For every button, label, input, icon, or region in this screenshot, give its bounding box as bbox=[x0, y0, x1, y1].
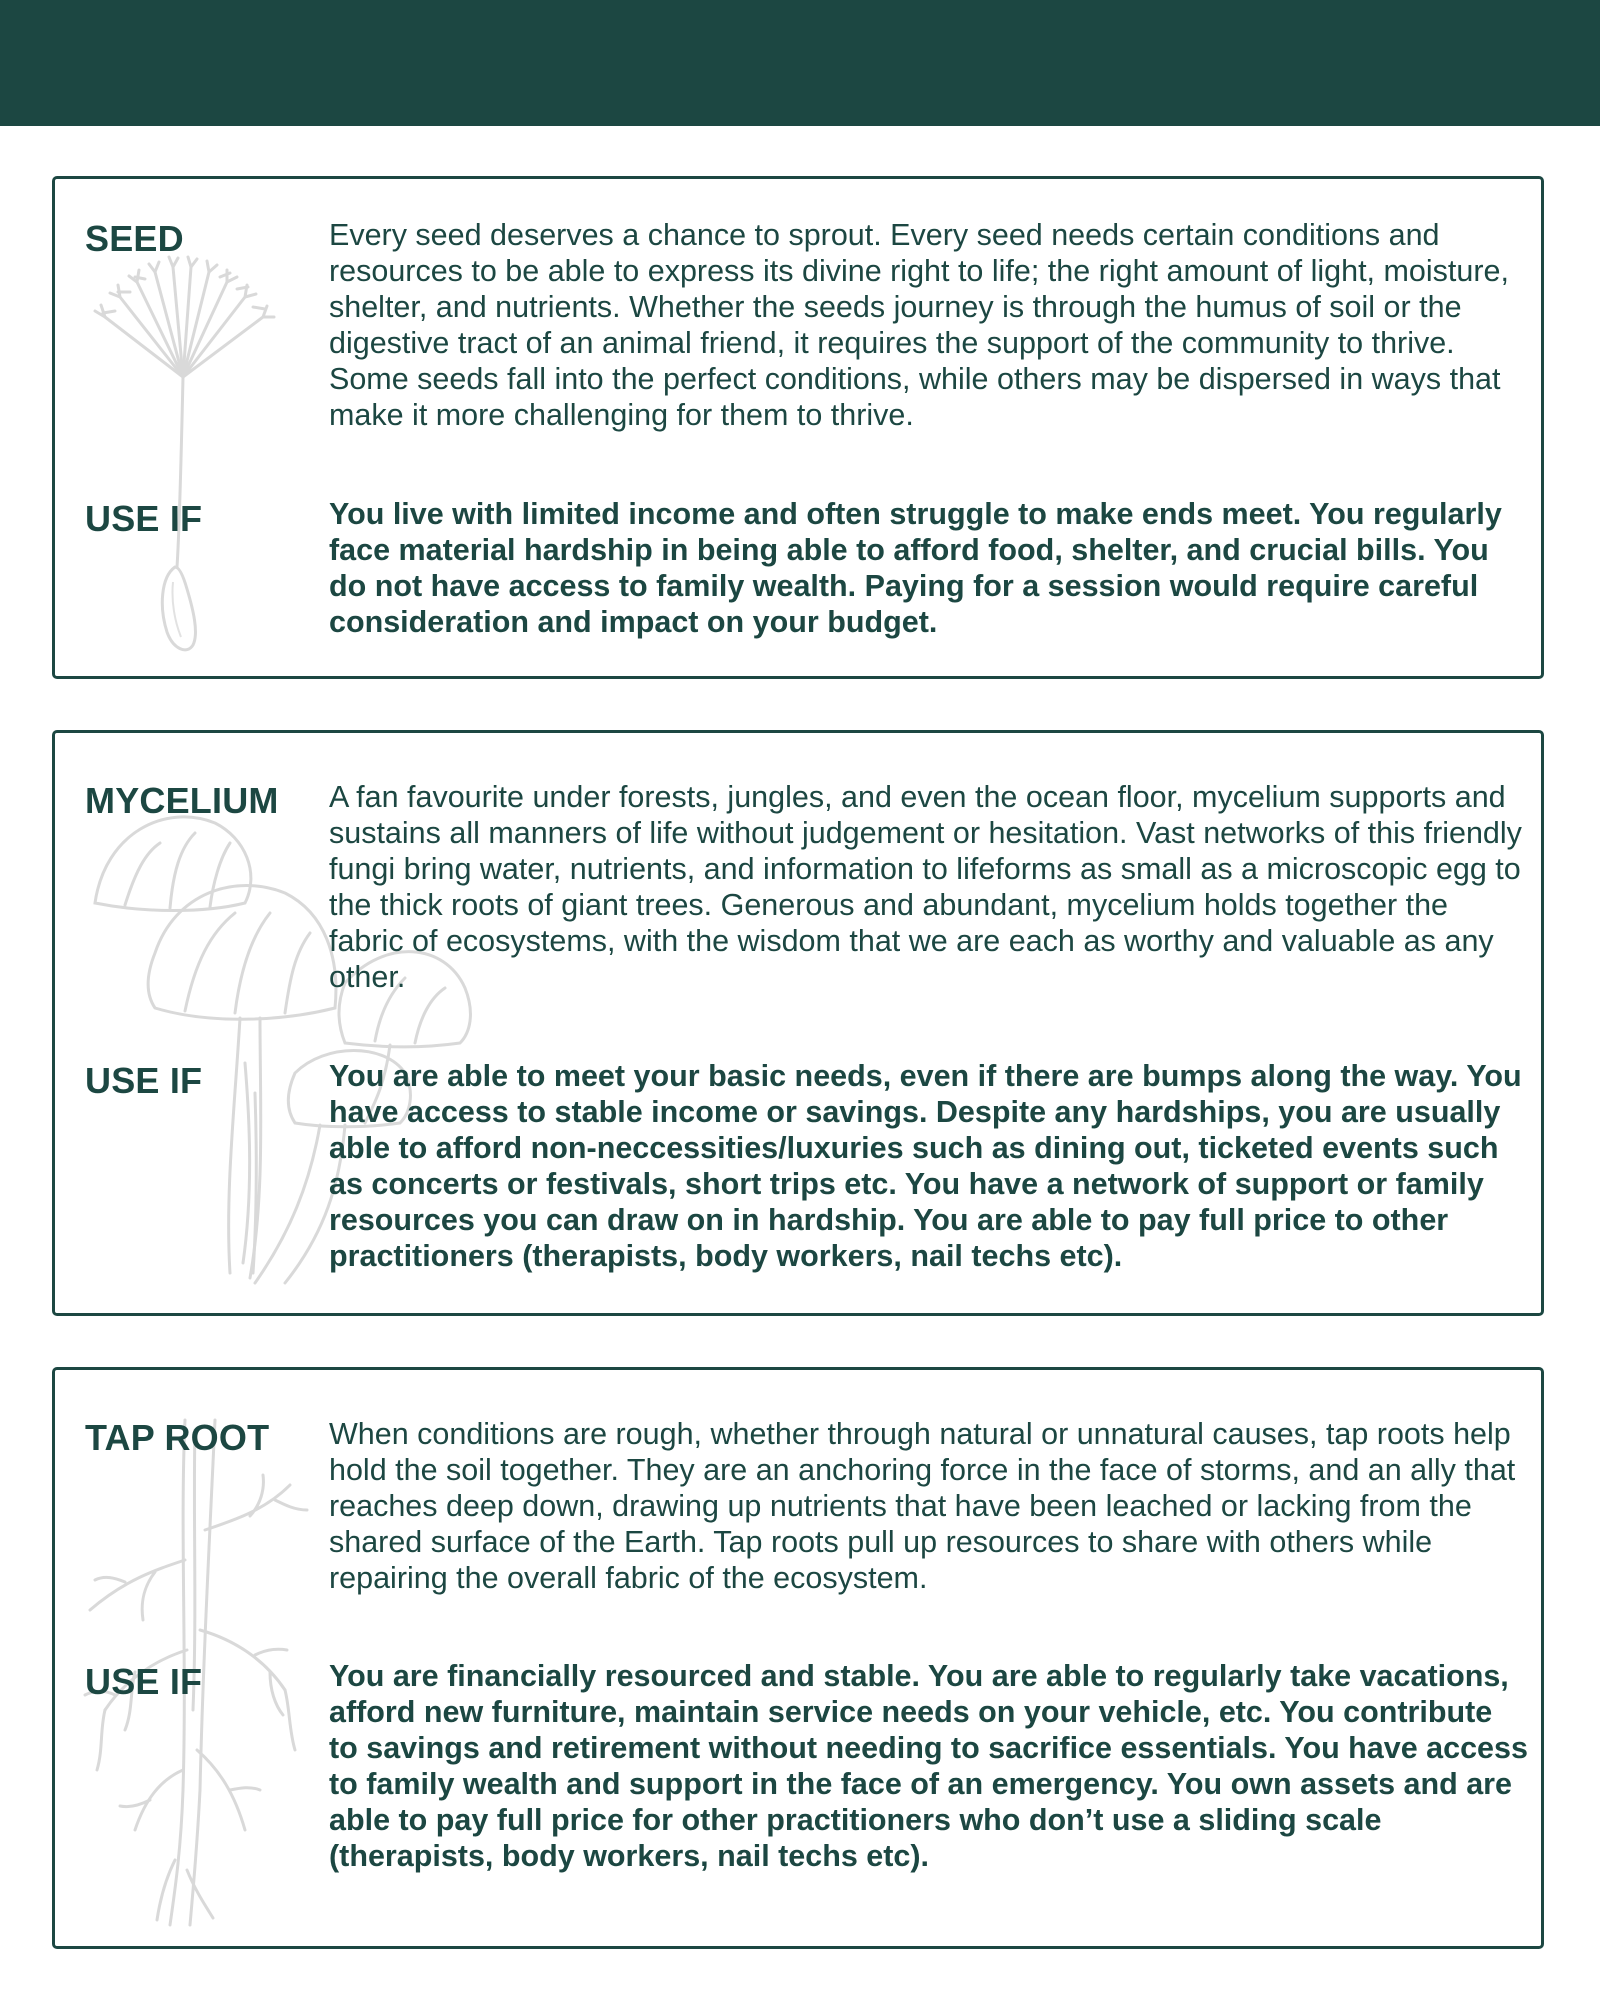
use-if-text: You live with limited income and often struggle to make ends meet. You regularly face material hardship in being able to afford food, shelter, and crucial bills. You do not have access to family wealth. Paying for a session would require careful consideration and impact on your budget. bbox=[329, 497, 1502, 639]
seed-plant-illustration bbox=[75, 237, 305, 657]
top-banner bbox=[0, 0, 1600, 126]
use-if-label: USE IF bbox=[85, 1661, 203, 1702]
use-if-text: You are able to meet your basic needs, even if there are bumps along the way. You have access to stable income or savings. Despite any hardships, you are usually able to afford non-neccessities/luxuries such as dining out, ticketed events such as concerts or festivals, short trips etc. You have a network of support or family resources you can draw on in hardship. You are able to pay full price to other practitioners (therapists, body workers, nail techs etc). bbox=[329, 1059, 1522, 1273]
tier-description: A fan favourite under forests, jungles, and even the ocean floor, mycelium supports and sustains all manners of life without judgement or hesitation. Vast networks of this friendly fungi bring water, nutrients, and information to lifeforms as small as a microscopic egg to the thick roots of giant trees. Generous and abundant, mycelium holds together the fabric of ecosystems, with the wisdom that we are each as worthy and valuable as any other. bbox=[329, 780, 1522, 994]
tier-card-mycelium bbox=[52, 730, 1544, 1316]
tier-description: When conditions are rough, whether through natural or unnatural causes, tap roots help hold the soil together. They are an anchoring force in the face of storms, and an ally that reaches deep down, drawing up nutrients that have been leached or lacking from the shared surface of the Earth. Tap roots pull up resources to share with others while repairing the overall fabric of the ecosystem. bbox=[329, 1417, 1516, 1595]
tier-name: SEED bbox=[85, 218, 184, 259]
use-if-label: USE IF bbox=[85, 498, 203, 539]
tier-description: Every seed deserves a chance to sprout. Every seed needs certain conditions and resources to be able to express its divine right to life; the right amount of light, moisture, shelter, and nutrients. Whether the seeds journey is through the humus of soil or the digestive tract of an animal friend, it requires the support of the community to thrive. Some seeds fall into the perfect conditions, while others may be dispersed in ways that make it more challenging for them to thrive. bbox=[329, 218, 1509, 432]
tier-name: TAP ROOT bbox=[85, 1417, 270, 1458]
tier-card-taproot bbox=[52, 1367, 1544, 1949]
tier-card-seed bbox=[52, 176, 1544, 679]
use-if-label: USE IF bbox=[85, 1060, 203, 1101]
tier-name: MYCELIUM bbox=[85, 780, 279, 821]
use-if-text: You are financially resourced and stable. You are able to regularly take vacations, afford new furniture, maintain service needs on your vehicle, etc. You contribute to savings and retirement without needing to sacrifice essentials. You have access to family wealth and support in the face of an emergency. You own assets and are able to pay full price for other practitioners who don’t use a sliding scale (therapists, body workers, nail techs etc). bbox=[329, 1659, 1528, 1873]
